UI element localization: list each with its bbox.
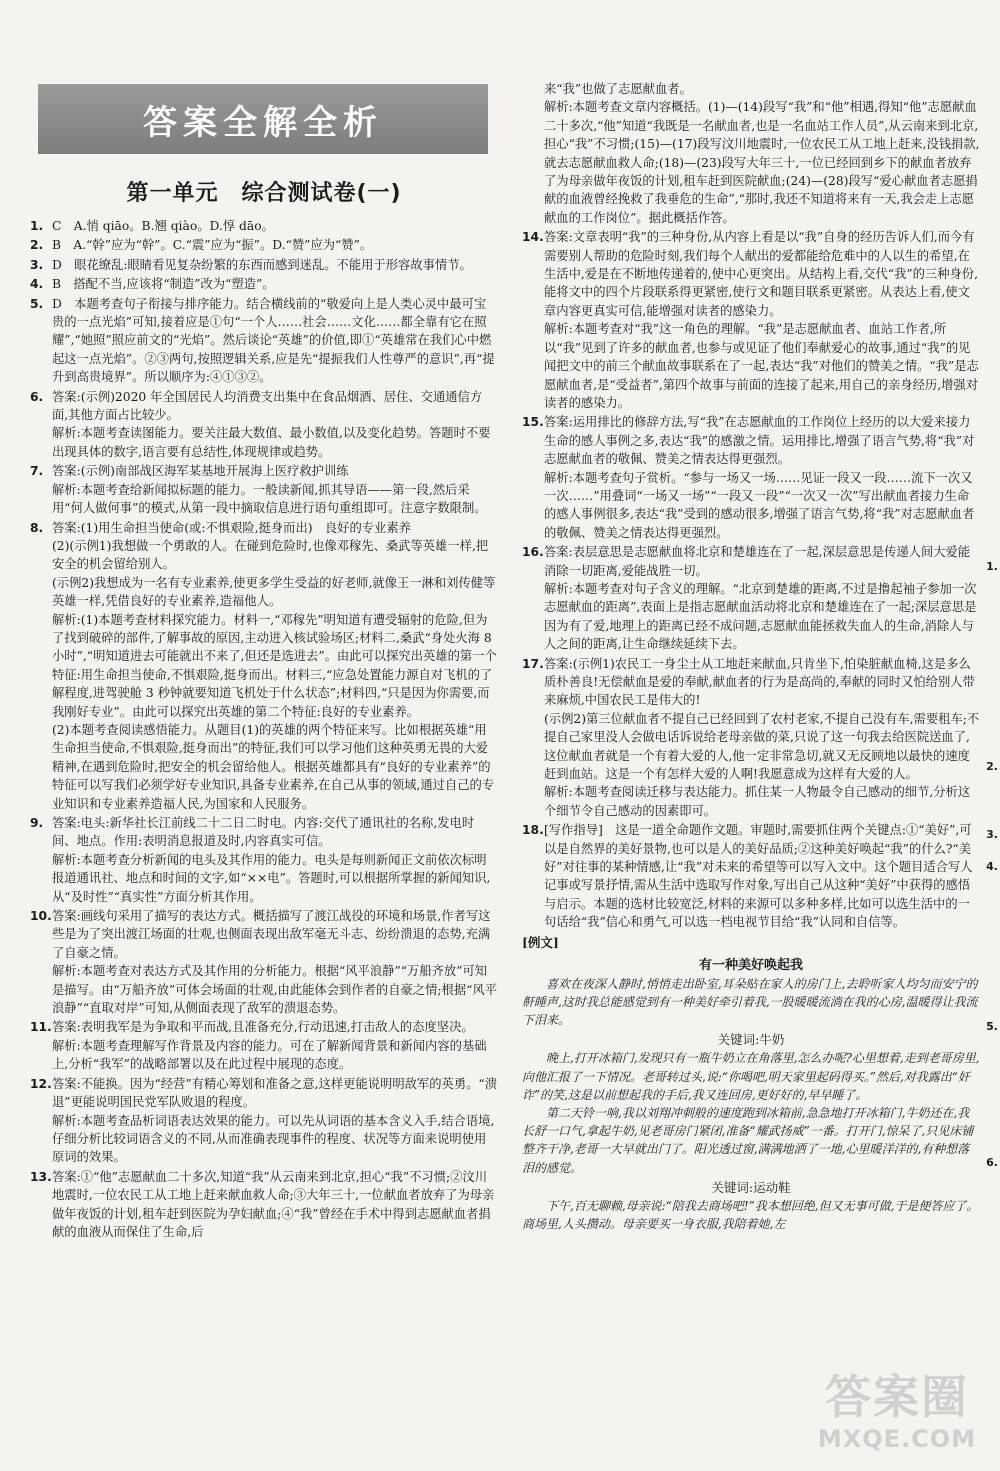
answer-item: [522, 543, 980, 653]
essay-paragraph: 第二天铃一响,我以刘翔冲刺般的速度跑到冰箱前,急急地打开冰箱门,牛奶还在,我长舒一口气,拿起牛奶,见老哥房门紧闭,准备“耀武扬威”一番。打开门,惊呆了,只见床铺整齐干净,老哥一大早就出门了。阳光透过窗,满满地洒了一地,心里暖洋洋的,有种想落泪的感觉。: [522, 1105, 974, 1175]
answer-number: 2.: [30, 238, 44, 253]
edge-mark: 6.: [986, 1156, 998, 1169]
answer-item: [30, 519, 498, 814]
answer-number: 6.: [30, 389, 44, 404]
edge-mark: 4.: [986, 860, 998, 873]
answer-line: B 搭配不当,应该将“制造”改为“塑造”。: [52, 277, 275, 292]
answer-line: C A.悄 qiāo。B.翘 qiào。D.惇 dāo。: [52, 219, 274, 233]
answer-line: (示例2)第三位献血者不提自己已经回到了农村老家,不提自己没有车,需要租车;不提自己家里没人会做电话诉说给老母亲做的菜,只说了这一句我去给医院送血了,这位献血者就是一个有着大爱的人,他一定非常急切,就又无反顾地以最快的速度赶到血站。这是一个有怎样大爱的人啊!我愿意成为这样有大爱的人。: [544, 711, 980, 782]
answer-line: D 本题考查句子衔接与排序能力。结合横线前的“敬爱向上是人类心灵中最可宝贵的一点光焰”可知,接着应是①句“一个人……社会……文化……都全靠有它在照耀”,“她照”照应前文的“光焰”。然后谈论“英雄”的价值,即①“英雄常在我们心中燃起这一点光焰”。②③两句,按照逻辑关系,应是先“提振我们人性尊严的意识”,再“提升到高贵境界”。所以顺序为:④①③②。: [52, 296, 495, 385]
essay-title: 有一种美好唤起我: [698, 957, 803, 973]
answer-number: 5.: [30, 296, 44, 311]
answer-line: 答案:运用排比的修辞方法,写“我”在志愿献血的工作岗位上经历的以大爱来接力生命的感人事例之多,表达“我”的感激之情。运用排比,增强了语言气势,将“我”对志愿献血者的敬佩、赞美之情表达得更强烈。: [544, 415, 975, 467]
edge-mark: 5.: [986, 1020, 998, 1033]
answer-number: 11.: [30, 1020, 52, 1035]
essay-paragraph: 晚上,打开冰箱门,发现只有一瓶牛奶立在角落里,怎么办呢?心里想着,走到老哥房里,向他汇报了一下情况。老哥转过头,说:“你喝吧,明天家里起码得买。”然后,对我露出“奸诈”的笑,这是以前想起我的手后,我又连回房,更好好的,早早睡了。: [522, 1051, 980, 1102]
answer-number: 4.: [30, 277, 44, 292]
answer-line: 解析:本题考查阅读迁移与表达能力。抓住某一人物最令自己感动的细节,分析这个细节令自己感动的因素即可。: [544, 785, 971, 818]
answer-number: 7.: [30, 464, 44, 479]
answer-line: 来“我”也做了志愿献血者。: [544, 82, 692, 96]
answer-item: [30, 1168, 498, 1242]
answer-item: [30, 1075, 498, 1167]
answer-line: 答案:文章表明“我”的三种身份,从内容上看是以“我”自身的经历告诉人们,而今有需要别人帮助的危险时刻,我们每个人献出的爱都能给危难中的人以生的希望,在生活中,爱是在不断地传递着的,使中心更突出。从结构上看,交代“我”的三种身份,能将文中的四个片段联系得更紧密,使行文和题目联系更紧密。从表达上看,使文章内容更真实可信,能增强对读者的感染力。: [544, 230, 979, 318]
answer-line: 答案:表明我军是为争取和平而战,且准备充分,行动迅速,打击敌人的态度坚决。: [52, 1020, 474, 1035]
answer-line: 答案:画线句采用了描写的表达方式。概括描写了渡江战役的环境和场景,作者写这些是为了突出渡江场面的壮观,也侧面表现出敌军毫无斗志、纷纷溃退的态势,充满了自豪之情。: [52, 909, 491, 960]
answer-number: 15.: [522, 415, 544, 430]
answer-line: 答案:不能换。因为“经营”有精心筹划和准备之意,这样更能说明明敌军的英勇。“溃退”更能说明国民党军队败退的程度。: [52, 1076, 498, 1110]
answer-item: [30, 236, 498, 254]
right-column: [522, 80, 980, 1233]
answer-number: 14.: [522, 230, 544, 245]
answer-line: (2)(示例1)我想做一个勇敢的人。在碰到危险时,也像邓稼先、桑武等英雄一样,把安全的机会留给别人。: [52, 538, 489, 572]
answer-line: 解析:本题考查读图能力。要关注最大数值、最小数值,以及变化趋势。答题时不要出现具体的数字,语言要有总结性,体现规律或趋势。: [52, 426, 491, 459]
answer-number: 17.: [522, 656, 544, 671]
answer-line: D 眼花缭乱:眼睛看见复杂纷繁的东西而感到迷乱。不能用于形容故事情节。: [52, 257, 472, 272]
answer-number: 18.: [522, 823, 544, 838]
answer-line: 答案:表层意思是志愿献血将北京和楚雄连在了一起,深层意思是传递人间大爱能消除一切距离,爱能战胜一切。: [544, 545, 971, 578]
answer-line: 答案:①“他”志愿献血二十多次,知道“我”从云南来到北京,担心“我”不习惯;②汶川地震时,一位农民工从工地上赶来献血救人命;③大年三十,一位献血者放弃了为母亲做年夜饭的计划,租车赶到医院为孕妇献血;④“我”曾经在手术中得到志愿献血者捐献的血液从而保住了生命,后: [52, 1169, 495, 1239]
answer-number: 3.: [30, 257, 44, 272]
answer-line: 解析:本题考查对“我”这一角色的理解。“我”是志愿献血者、血站工作者,所以“我”见到了许多的献血者,也参与或见证了他们奉献爱心的故事,通过“我”的见闻把文中的前三个献血故事联系在了一起,表达“我”对他们的赞美之情。“我”是志愿献血者,是“受益者”,第四个故事与前面的连接了起来,用自己的亲身经历,增强对读者的感染力。: [544, 322, 979, 410]
answer-item: [30, 388, 498, 462]
answer-line: (示例2)我想成为一名有专业素养,使更多学生受益的好老师,就像王一淋和刘传健等英雄一样,凭借良好的专业素养,造福他人。: [52, 575, 496, 609]
essay-paragraph: 喜欢在夜深人静时,悄悄走出卧室,耳朵贴在家人的房门上,去聆听家人均匀而安宁的鼾睡声,这时我总能感觉到有一种美好牵引着我,一股暖暖流淌在我的心房,温暖得让我流下泪来。: [522, 976, 978, 1028]
unit-title: 第一单元 综合测试卷(一): [126, 181, 402, 206]
answer-number: 1.: [30, 219, 44, 233]
answer-item: [30, 814, 498, 906]
logo-url: MXQE.COM: [817, 1425, 977, 1453]
answer-line: 解析:本题考查对表达方式及其作用的分析能力。根据“风平浪静”“万船齐放”可知是描写。由“万船齐放”可体会场面的壮观,由此能体会到作者的自豪之情;根据“风平浪静”“直取对岸”可知,从侧面表现了敌军的溃退态势。: [52, 964, 498, 1016]
edge-mark: 2.: [986, 760, 998, 773]
answer-item: [522, 413, 980, 542]
essay-paragraph: 下午,百无聊赖,母亲说:“陪我去商场吧!”我本想回绝,但又无事可做,于是便答应了。商场里,人头攒动。母亲要买一身衣服,我陪着她,左: [522, 1198, 979, 1231]
edge-mark: 1.: [986, 560, 998, 573]
edge-mark: 3.: [986, 828, 998, 841]
answer-item: [522, 821, 980, 931]
logo-text: 答案圈: [825, 1370, 969, 1424]
answer-number: 10.: [30, 909, 52, 924]
answer-line: (2)本题考查阅读感悟能力。从题目(1)的英雄的两个特征来写。比如根据英雄“用生命担当使命,不惧艰险,挺身而出”的特征,我们可以学习他们这种英勇无畏的大爱精神,在遇到危险时,把安全的机会留给他人。根据英雄都具有“良好的专业素养”的特征可以写我们必须学好专业知识,具备专业素养,在自己从事的领域,通过自己的专业知识和专业素养造福人民,为国家和人民服务。: [52, 722, 495, 811]
answer-line: 答案:(示例)2020 年全国居民人均消费支出集中在食品烟酒、居住、交通通信方面,其他方面占比较少。: [52, 389, 483, 423]
answer-number: 8.: [30, 520, 44, 535]
answer-line: 解析:本题考查给新闻拟标题的能力。一般读新闻,抓其导语——第一段,然后采用“何人做何事”的模式,从第一段中摘取信息进行语句重组即可。注意字数限制。: [52, 482, 487, 516]
answer-line: 解析:本题考查品析词语表达效果的能力。可以先从词语的基本含义入手,结合语境,仔细分析比较词语含义的不同,从而准确表现事件的程度、状况等方面来说明使用原词的效果。: [52, 1113, 495, 1165]
answer-item: [30, 1018, 498, 1073]
answer-line: 解析:本题考查理解写作背景及内容的能力。可在了解新闻背景和新闻内容的基础上,分析“我军”的战略部署以及在此过程中展现的态度。: [52, 1038, 487, 1072]
answer-item: [30, 217, 498, 235]
answer-item: [30, 275, 498, 293]
answer-13-continued: [522, 80, 980, 227]
answer-line: 解析:本题考查文章内容概括。(1)—(14)段写“我”和“他”相遇,得知“他”志愿献血二十多次,“他”知道“我既是一名献血者,也是一名血站工作人员”,从云南来到北京,担心“我”不习惯;(15)—(17)段写汶川地震时,一位农民工从工地上赶来,没钱捐款,就去志愿献血救人命;(18)—(23)段写大年三十,一位已经回到乡下的献血者放弃了为母亲做年夜饭的计划,租车赶到医院献血;(24)—(28)段写“爱心献血者志愿捐献的血液曾经挽救了我垂危的生命”,“那时,我还不知道将来有一天,我会走上志愿献血的工作岗位”。据此概括作答。: [544, 100, 980, 225]
answer-line: 解析:本题考查分析新闻的电头及其作用的能力。电头是每则新闻正文前依次标明报道通讯社、地点和时间的文字,如“××电”。答题时,可以根据所掌握的新闻知识,从“及时性”“真实性”方面分析其作用。: [52, 852, 491, 904]
left-answer-list: [30, 217, 498, 1241]
answer-number: 12.: [30, 1076, 52, 1091]
essay-keyword: 关键词:牛奶: [717, 1032, 785, 1048]
answer-line: 答案:(示例)南部战区海军某基地开展海上医疗救护训练: [52, 464, 349, 479]
answer-item: [522, 655, 980, 821]
answer-number: 16.: [522, 545, 544, 560]
left-column: [30, 84, 498, 1242]
essay-keyword: 关键词:运动鞋: [711, 1179, 791, 1195]
answer-line: [写作指导] 这是一道全命题作文题。审题时,需要抓住两个关键点:①“美好”,可以是自然界的美好景物,也可以是人的美好品质;②这种美好唤起“我”的什么?“美好”对往事的某种情感,让“我”对未来的希望等可以写入文中。这个题目适合写人记事或写景抒情,需从生活中选取写作对象,写出自己从这种“美好”中获得的感悟与启示。本题的选材比较宽泛,材料的来源可以多种多样,比如可以选生活中的一句话给“我”信心和勇气,可以选一档电视节目给“我”认同和自信等。: [544, 823, 973, 930]
answer-item: [522, 228, 980, 412]
essay-tag: [例文]: [522, 934, 559, 950]
answer-item: [30, 907, 498, 1017]
right-answer-list: [522, 228, 980, 931]
sample-essay: [522, 975, 980, 1233]
answer-item: [30, 462, 498, 517]
answer-line: B A.“幹”应为“幹”。C.“震”应为“振”。D.“赞”应为“赞”。: [52, 238, 373, 253]
watermark-logo: [802, 1369, 992, 1461]
answer-item: [30, 256, 498, 274]
answer-number: 13.: [30, 1169, 52, 1184]
answer-line: 解析:本题考查句子赏析。“参与一场又一场……见证一段又一段……流下一次又一次……”用叠词“一场又一场”“一段又一段”“一次又一次”写出献血者接力生命的感人事例很多,表达“我”受到的感动很多,增强了语言气势,将“我”对志愿献血者的敬佩、赞美之情表达得更强烈。: [544, 470, 975, 540]
answer-item: [30, 295, 498, 387]
answer-number: 9.: [30, 816, 44, 830]
answer-line: 答案:电头:新华社长江前线二十二日二时电。内容:交代了通讯社的名称,发电时间、地点。作用:表明消息报道及时,内容真实可信。: [52, 816, 475, 849]
answer-line: 解析:本题考查对句子含义的理解。“北京到楚雄的距离,不过是撸起袖子参加一次志愿献血的距离”,表面上是指志愿献血活动将北京和楚雄连在了一起;深层意思是因为有了爱,地理上的距离已经不成问题,志愿献血能拯救失血人的生命,消除人与人之间的距离,让生命继续延续下去。: [544, 581, 977, 652]
answer-line: 解析:(1)本题考查材料探究能力。材料一,“邓稼先”明知道有遭受辐射的危险,但为了找到破碎的部件,了解事故的原因,主动进入核试验场区;材料二,桑武“身处火海 8 小时”,“明知道进去可能就出不来了,但还是选进去”。由此可以探究出英雄的第一个特征:用生命担当使命,不惧艰险,挺身而出。材料三,“应急处置能力源自对飞机的了解程度,进驾驶舱 3 秒钟就要知道飞机处于什么状态”;材料四,“只是因为你需要,而我刚好专业”。由此可以探究出英雄的第二个特征:良好的专业素养。: [52, 612, 497, 719]
banner-title: 答案全解全析: [38, 84, 488, 154]
answer-line: 答案:(示例1)农民工一身尘土从工地赶来献血,只肯坐下,怕染脏献血椅,这是多么质朴善良!无偿献血是爱的奉献,献血者的行为是高尚的,奉献的同时又怕给别人带来麻烦,中国农民工是伟大的!: [544, 656, 975, 708]
answer-line: 答案:(1)用生命担当使命(或:不惧艰险,挺身而出) 良好的专业素养: [52, 520, 411, 535]
